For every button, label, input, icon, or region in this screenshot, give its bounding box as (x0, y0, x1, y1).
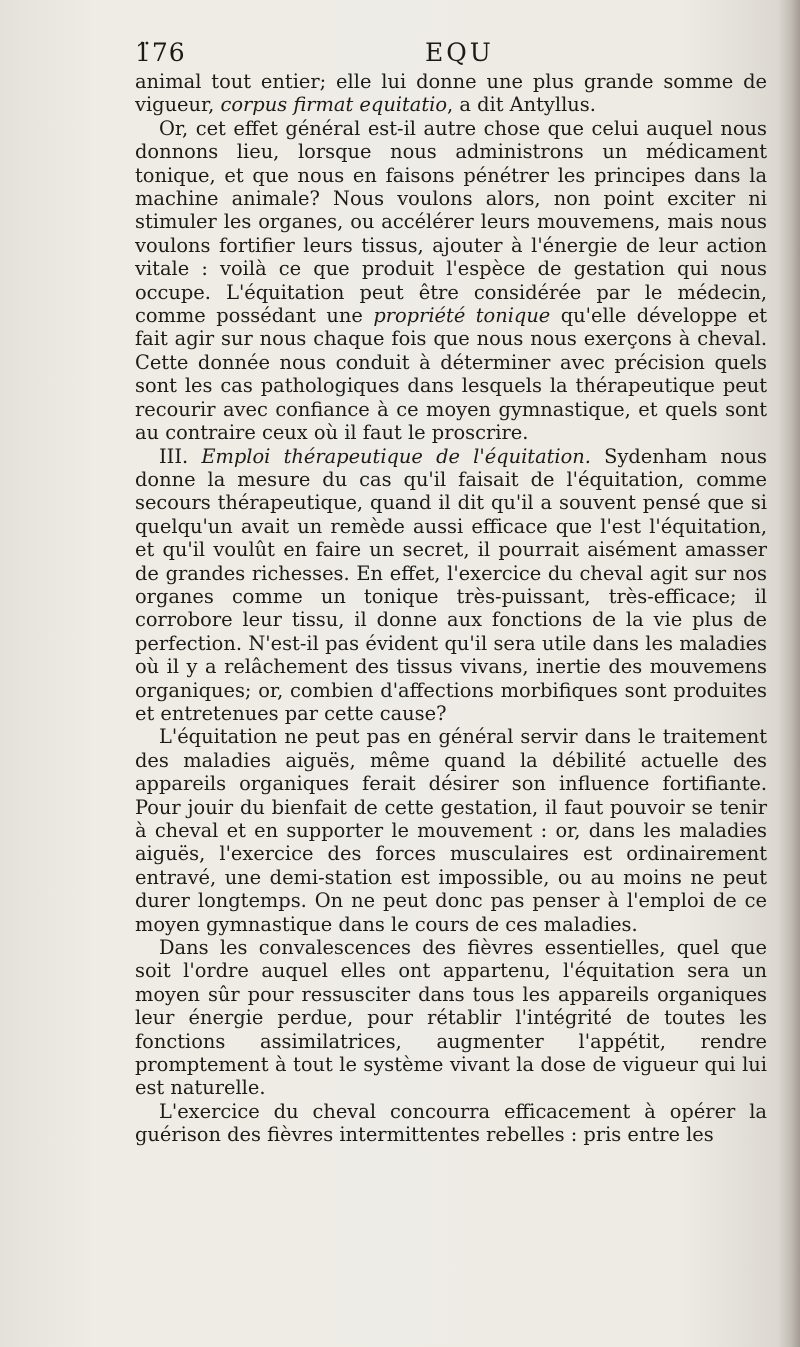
body-text (135, 70, 767, 1147)
text-run: Dans les convalescences des fièvres essentielles, quel que soit l'ordre auquel elles ont appartenu, l'équitation sera un moyen sûr pour ressusciter dans tous les appareils organiques leur énergie perdue, pour rétablir l'intégrité de toutes les fonctions assimilatrices, augmenter l'appétit, rendre promptement à tout le système vivant la dose de vigueur qui lui est naturelle. (135, 936, 767, 1100)
text-run: L'équitation ne peut pas en général servir dans le traitement des maladies aiguës, même quand la débilité actuelle des appareils organiques ferait désirer son influence fortifiante. Pour jouir du bienfait de cette gestation, il faut pouvoir se tenir à cheval et en supporter le mouvement : or, dans les maladies aiguës, l'exercice des forces musculaires est ordinairement entravé, une demi-station est impossible, ou au moins ne peut durer longtemps. On ne peut donc pas penser à l'emploi de ce moyen gymnastique dans le cours de ces maladies. (135, 725, 767, 936)
text-run: Or, cet effet général est-il autre chose que celui auquel nous donnons lieu, lorsque nous administrons un médicament tonique, et que nous en faisons pénétrer les principes dans la machine animale? Nous voulons alors, non point exciter ni stimuler les organes, ou accélérer leurs mouvemens, mais nous voulons fortifier leurs tissus, ajouter à l'énergie de leur action vitale : voilà ce que produit l'espèce de gestation qui nous occupe. L'équitation peut être considérée par le médecin, comme possédant une (135, 116, 767, 328)
text-run-italic: corpus firmat equitatio (220, 93, 448, 117)
paragraph (135, 117, 767, 445)
page-header (135, 38, 767, 74)
text-run: Sydenham nous donne la mesure du cas qu'il faisait de l'équitation, comme secours thérapeutique, quand il dit qu'il a souvent pensé que si quelqu'un avait un remède aussi efficace que l'est l'équitation, et qu'il voulût en faire un secret, il pourrait aisément amasser de grandes richesses. En effet, l'exercice du cheval agit sur nos organes comme un tonique très-puissant, très-efficace; il corrobore leur tissu, il donne aux fonctions de la vie plus de perfection. N'est-il pas évident qu'il sera utile dans les maladies où il y a relâchement des tissus vivans, inertie des mouvemens organiques; or, combien d'affections morbifiques sont produites et entretenues par cette cause? (135, 444, 768, 725)
text-run: animal tout entier; elle lui donne une plus grande somme de vigueur, (135, 70, 767, 117)
paragraph (135, 725, 767, 936)
section-number: III. (159, 444, 202, 468)
paragraph (135, 1100, 767, 1147)
page-number: 1̈76 (135, 38, 186, 67)
text-run: qu'elle développe et fait agir sur nous chaque fois que nous nous exerçons à cheval. Cette donnée nous conduit à déterminer avec précision quels sont les cas pathologiques dans lesquels la thérapeutique peut recourir avec confiance à ce moyen gymnastique, et quels sont au contraire ceux où il faut le proscrire. (135, 304, 767, 445)
paragraph (135, 445, 767, 726)
section-heading: Emploi thérapeutique de l'équitation. (201, 444, 591, 468)
text-run: L'exercice du cheval concourra efficacement à opérer la guérison des fièvres intermittentes rebelles : pris entre les (135, 1099, 767, 1147)
page-gutter-shadow (778, 0, 800, 1347)
text-run-italic: propriété tonique (373, 304, 551, 328)
paragraph (135, 70, 767, 117)
running-head: EQU (425, 38, 494, 67)
paragraph (135, 936, 767, 1100)
text-run: , a dit Antyllus. (447, 93, 596, 117)
